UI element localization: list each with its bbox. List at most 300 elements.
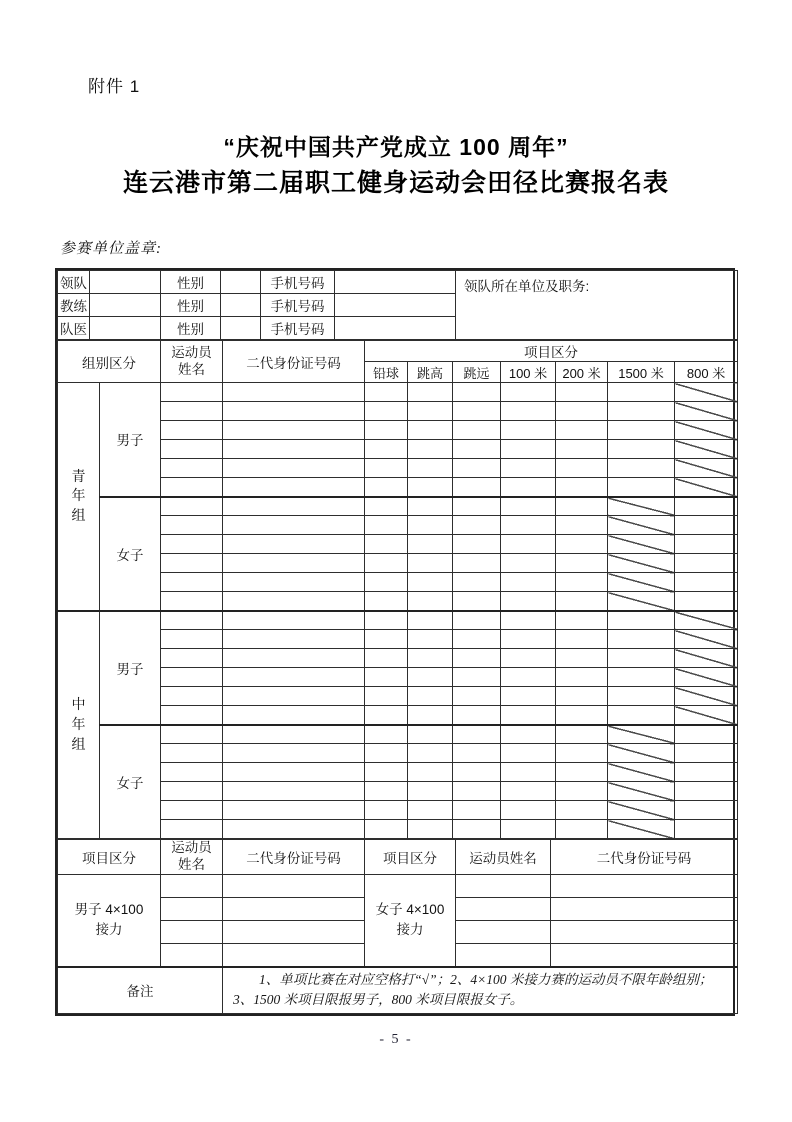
event-mark-cell xyxy=(365,497,408,516)
event-mark-cell xyxy=(408,820,453,839)
event-mark-cell xyxy=(408,535,453,554)
remarks-text-cell xyxy=(223,967,738,1014)
athlete-id-cell xyxy=(223,630,365,649)
event-mark-cell xyxy=(608,459,675,478)
subgroup-label: 男子 xyxy=(100,383,161,497)
attachment-label: 附件 1 xyxy=(88,77,141,96)
athlete-id-cell xyxy=(223,497,365,516)
athlete-name-cell xyxy=(161,801,223,820)
event-mark-cell xyxy=(408,782,453,801)
event-mark-cell xyxy=(675,440,738,459)
event-mark-cell xyxy=(365,763,408,782)
athlete-name-cell xyxy=(161,611,223,630)
event-mark-cell xyxy=(608,782,675,801)
roster-row xyxy=(58,383,738,402)
event-mark-cell xyxy=(675,744,738,763)
phone-value-cell xyxy=(335,294,456,317)
event-mark-cell xyxy=(408,801,453,820)
athlete-name-cell xyxy=(161,630,223,649)
event-mark-cell xyxy=(556,630,608,649)
relay-id-cell xyxy=(223,921,365,944)
gender-label: 性别 xyxy=(161,294,221,317)
athlete-name-cell xyxy=(161,668,223,687)
event-mark-cell xyxy=(556,459,608,478)
event-mark-cell xyxy=(453,497,501,516)
group-label xyxy=(58,611,100,839)
athlete-name-cell xyxy=(161,744,223,763)
athlete-name-cell xyxy=(161,383,223,402)
athlete-name-cell xyxy=(161,478,223,497)
athlete-id-cell xyxy=(223,687,365,706)
event-mark-cell xyxy=(365,535,408,554)
athlete-id-cell xyxy=(223,801,365,820)
relay-event-header-left: 项目区分 xyxy=(58,840,161,875)
event-mark-cell xyxy=(675,763,738,782)
athlete-id-cell xyxy=(223,820,365,839)
event-mark-cell xyxy=(453,801,501,820)
document-title xyxy=(0,130,792,201)
event-mark-cell xyxy=(608,668,675,687)
event-mark-cell xyxy=(556,763,608,782)
event-mark-cell xyxy=(556,611,608,630)
title-line-2: 连云港市第二届职工健身运动会田径比赛报名表 xyxy=(122,168,669,197)
relay-row xyxy=(58,875,738,898)
event-mark-cell xyxy=(608,554,675,573)
event-mark-cell xyxy=(675,706,738,725)
event-mark-cell xyxy=(408,383,453,402)
event-mark-cell xyxy=(608,744,675,763)
athlete-id-cell xyxy=(223,592,365,611)
event-mark-cell xyxy=(501,649,556,668)
event-mark-cell xyxy=(556,706,608,725)
event-mark-cell xyxy=(608,706,675,725)
event-mark-cell xyxy=(608,763,675,782)
event-mark-cell xyxy=(501,516,556,535)
event-mark-cell xyxy=(675,516,738,535)
event-mark-cell xyxy=(408,687,453,706)
role-label: 教练 xyxy=(58,294,90,317)
phone-label: 手机号码 xyxy=(261,294,335,317)
remarks-row xyxy=(58,967,738,1014)
roster-row xyxy=(58,497,738,516)
phone-label: 手机号码 xyxy=(261,317,335,340)
athlete-name-cell xyxy=(161,820,223,839)
remarks-label: 备注 xyxy=(58,967,223,1014)
event-mark-cell xyxy=(365,744,408,763)
role-label: 队医 xyxy=(58,317,90,340)
athlete-id-cell xyxy=(223,554,365,573)
event-mark-cell xyxy=(608,383,675,402)
event-mark-cell xyxy=(365,801,408,820)
athlete-id-cell xyxy=(223,573,365,592)
event-mark-cell xyxy=(365,440,408,459)
staff-row-leader xyxy=(58,271,738,294)
athlete-name-cell xyxy=(161,440,223,459)
event-mark-cell xyxy=(408,744,453,763)
event-mark-cell xyxy=(556,421,608,440)
event-mark-cell xyxy=(608,611,675,630)
event-section-header: 项目区分 xyxy=(365,341,738,362)
event-mark-cell xyxy=(365,668,408,687)
athlete-id-cell xyxy=(223,402,365,421)
gender-value-cell xyxy=(221,294,261,317)
event-mark-cell xyxy=(453,782,501,801)
event-mark-cell xyxy=(556,516,608,535)
group-label xyxy=(58,383,100,611)
event-mark-cell xyxy=(675,592,738,611)
event-mark-cell xyxy=(408,459,453,478)
event-mark-cell xyxy=(408,649,453,668)
subgroup-label: 女子 xyxy=(100,497,161,611)
event-mark-cell xyxy=(453,383,501,402)
title-line-1: “庆祝中国共产党成立 100 周年” xyxy=(223,134,569,160)
athlete-name-cell xyxy=(161,763,223,782)
event-mark-cell xyxy=(675,573,738,592)
event-mark-cell xyxy=(408,516,453,535)
event-mark-cell xyxy=(501,497,556,516)
relay-id-cell xyxy=(551,944,738,967)
remarks-text: 1、单项比赛在对应空格打“√”；2、4×100 米接力赛的运动员不限年龄组别；3、1500 米项目限报男子，800 米项目限报女子。 xyxy=(233,971,713,1008)
relay-event-header-right: 项目区分 xyxy=(365,840,456,875)
event-mark-cell xyxy=(501,440,556,459)
relay-name-header-right: 运动员姓名 xyxy=(456,840,551,875)
event-mark-cell xyxy=(453,611,501,630)
event-mark-cell xyxy=(453,592,501,611)
event-mark-cell xyxy=(365,687,408,706)
athlete-id-cell xyxy=(223,440,365,459)
event-mark-cell xyxy=(365,649,408,668)
event-mark-cell xyxy=(556,782,608,801)
event-mark-cell xyxy=(556,725,608,744)
athlete-name-cell xyxy=(161,497,223,516)
staff-info-body xyxy=(58,271,738,340)
event-mark-cell xyxy=(608,440,675,459)
registration-form xyxy=(55,268,735,1016)
id-number-header: 二代身份证号码 xyxy=(223,341,365,383)
athlete-id-cell xyxy=(223,383,365,402)
event-mark-cell xyxy=(365,611,408,630)
event-mark-cell xyxy=(365,478,408,497)
relay-name-cell xyxy=(456,944,551,967)
event-mark-cell xyxy=(408,440,453,459)
event-mark-cell xyxy=(501,630,556,649)
event-mark-cell xyxy=(501,383,556,402)
event-mark-cell xyxy=(608,725,675,744)
event-mark-cell xyxy=(608,592,675,611)
event-mark-cell xyxy=(675,725,738,744)
event-mark-cell xyxy=(675,630,738,649)
athlete-id-cell xyxy=(223,763,365,782)
event-mark-cell xyxy=(675,668,738,687)
event-header-200m: 200 米 xyxy=(556,362,608,383)
event-mark-cell xyxy=(453,440,501,459)
athlete-name-cell xyxy=(161,706,223,725)
athlete-name-cell xyxy=(161,554,223,573)
group-label-text: 青年组 xyxy=(71,467,86,524)
athlete-id-cell xyxy=(223,782,365,801)
event-header-longjump: 跳远 xyxy=(453,362,501,383)
event-mark-cell xyxy=(608,516,675,535)
event-mark-cell xyxy=(675,611,738,630)
gender-label: 性别 xyxy=(161,271,221,294)
event-mark-cell xyxy=(675,535,738,554)
athlete-name-cell xyxy=(161,782,223,801)
event-mark-cell xyxy=(408,478,453,497)
roster-row xyxy=(58,725,738,744)
event-mark-cell xyxy=(365,592,408,611)
event-mark-cell xyxy=(608,535,675,554)
event-mark-cell xyxy=(556,402,608,421)
event-mark-cell xyxy=(556,497,608,516)
relay-womens-event-label: 女子 4×100 接力 xyxy=(365,875,456,967)
athlete-name-cell xyxy=(161,402,223,421)
athlete-name-header: 运动员姓名 xyxy=(161,341,223,383)
relay-id-cell xyxy=(551,921,738,944)
subgroup-label: 女子 xyxy=(100,725,161,839)
athlete-name-cell xyxy=(161,459,223,478)
relay-id-header-left: 二代身份证号码 xyxy=(223,840,365,875)
event-header-1500m: 1500 米 xyxy=(608,362,675,383)
event-mark-cell xyxy=(556,801,608,820)
relay-name-cell xyxy=(161,898,223,921)
event-mark-cell xyxy=(556,820,608,839)
event-mark-cell xyxy=(408,592,453,611)
event-mark-cell xyxy=(453,573,501,592)
event-mark-cell xyxy=(453,459,501,478)
phone-label: 手机号码 xyxy=(261,271,335,294)
event-mark-cell xyxy=(675,459,738,478)
relay-name-cell xyxy=(456,875,551,898)
event-mark-cell xyxy=(501,801,556,820)
role-name-cell xyxy=(90,271,161,294)
event-mark-cell xyxy=(675,383,738,402)
event-mark-cell xyxy=(453,820,501,839)
event-mark-cell xyxy=(501,668,556,687)
event-mark-cell xyxy=(365,706,408,725)
event-mark-cell xyxy=(608,478,675,497)
event-mark-cell xyxy=(556,668,608,687)
event-mark-cell xyxy=(501,687,556,706)
event-mark-cell xyxy=(408,725,453,744)
athlete-id-cell xyxy=(223,459,365,478)
event-mark-cell xyxy=(408,421,453,440)
event-mark-cell xyxy=(608,573,675,592)
event-mark-cell xyxy=(675,782,738,801)
event-mark-cell xyxy=(501,554,556,573)
event-mark-cell xyxy=(453,478,501,497)
event-mark-cell xyxy=(608,497,675,516)
event-mark-cell xyxy=(408,402,453,421)
relay-name-header-left: 运动员姓名 xyxy=(161,840,223,875)
event-header-shotput: 铅球 xyxy=(365,362,408,383)
athlete-name-cell xyxy=(161,573,223,592)
event-mark-cell xyxy=(365,573,408,592)
relay-id-cell xyxy=(223,875,365,898)
event-mark-cell xyxy=(501,478,556,497)
athlete-id-cell xyxy=(223,649,365,668)
athlete-id-cell xyxy=(223,535,365,554)
event-mark-cell xyxy=(675,478,738,497)
relay-header-row xyxy=(58,840,738,875)
athlete-name-cell xyxy=(161,725,223,744)
event-mark-cell xyxy=(453,744,501,763)
event-mark-cell xyxy=(608,649,675,668)
athlete-id-cell xyxy=(223,668,365,687)
event-mark-cell xyxy=(453,649,501,668)
relay-id-cell xyxy=(223,944,365,967)
event-mark-cell xyxy=(365,630,408,649)
event-mark-cell xyxy=(675,687,738,706)
event-mark-cell xyxy=(556,592,608,611)
event-mark-cell xyxy=(556,687,608,706)
relay-name-cell xyxy=(456,898,551,921)
event-mark-cell xyxy=(365,725,408,744)
event-mark-cell xyxy=(365,782,408,801)
event-mark-cell xyxy=(453,706,501,725)
event-mark-cell xyxy=(501,421,556,440)
event-mark-cell xyxy=(556,649,608,668)
event-mark-cell xyxy=(501,744,556,763)
event-mark-cell xyxy=(408,630,453,649)
athlete-id-cell xyxy=(223,706,365,725)
event-mark-cell xyxy=(408,611,453,630)
event-mark-cell xyxy=(501,820,556,839)
event-mark-cell xyxy=(501,459,556,478)
gender-label: 性别 xyxy=(161,317,221,340)
event-mark-cell xyxy=(365,516,408,535)
athlete-name-cell xyxy=(161,421,223,440)
subgroup-label: 男子 xyxy=(100,611,161,725)
relay-id-header-right: 二代身份证号码 xyxy=(551,840,738,875)
event-mark-cell xyxy=(365,402,408,421)
athlete-name-cell xyxy=(161,687,223,706)
roster-table xyxy=(57,340,738,839)
role-label: 领队 xyxy=(58,271,90,294)
event-mark-cell xyxy=(608,402,675,421)
athlete-id-cell xyxy=(223,725,365,744)
event-mark-cell xyxy=(408,706,453,725)
athlete-id-cell xyxy=(223,421,365,440)
athlete-id-cell xyxy=(223,744,365,763)
relay-name-cell xyxy=(161,921,223,944)
gender-value-cell xyxy=(221,317,261,340)
event-mark-cell xyxy=(365,383,408,402)
athlete-name-cell xyxy=(161,592,223,611)
event-mark-cell xyxy=(501,725,556,744)
event-mark-cell xyxy=(408,668,453,687)
event-mark-cell xyxy=(608,421,675,440)
leader-unit-cell: 领队所在单位及职务: xyxy=(456,271,738,340)
event-mark-cell xyxy=(453,421,501,440)
athlete-name-cell xyxy=(161,649,223,668)
role-name-cell xyxy=(90,294,161,317)
event-mark-cell xyxy=(675,649,738,668)
athlete-name-cell xyxy=(161,516,223,535)
relay-id-cell xyxy=(223,898,365,921)
relay-name-cell xyxy=(161,944,223,967)
event-mark-cell xyxy=(675,820,738,839)
event-mark-cell xyxy=(365,421,408,440)
event-mark-cell xyxy=(365,554,408,573)
relay-table xyxy=(57,839,738,1014)
event-mark-cell xyxy=(556,383,608,402)
athlete-id-cell xyxy=(223,611,365,630)
staff-info-table xyxy=(57,270,738,340)
group-label-text: 中年组 xyxy=(71,696,86,752)
event-mark-cell xyxy=(453,668,501,687)
roster-body xyxy=(58,383,738,839)
gender-value-cell xyxy=(221,271,261,294)
phone-value-cell xyxy=(335,271,456,294)
relay-name-cell xyxy=(456,921,551,944)
event-mark-cell xyxy=(365,459,408,478)
event-mark-cell xyxy=(675,402,738,421)
group-header: 组别区分 xyxy=(58,341,161,383)
event-mark-cell xyxy=(501,573,556,592)
event-mark-cell xyxy=(453,516,501,535)
event-mark-cell xyxy=(501,763,556,782)
event-mark-cell xyxy=(556,744,608,763)
event-mark-cell xyxy=(608,630,675,649)
athlete-name-cell xyxy=(161,535,223,554)
phone-value-cell xyxy=(335,317,456,340)
event-mark-cell xyxy=(408,763,453,782)
seal-label: 参赛单位盖章: xyxy=(60,241,162,257)
event-mark-cell xyxy=(501,592,556,611)
event-mark-cell xyxy=(501,706,556,725)
page-number: - 5 - xyxy=(379,1032,413,1047)
event-mark-cell xyxy=(408,497,453,516)
event-mark-cell xyxy=(453,535,501,554)
event-mark-cell xyxy=(501,611,556,630)
event-header-highjump: 跳高 xyxy=(408,362,453,383)
relay-id-cell xyxy=(551,875,738,898)
event-mark-cell xyxy=(365,820,408,839)
event-mark-cell xyxy=(608,801,675,820)
event-mark-cell xyxy=(453,687,501,706)
event-mark-cell xyxy=(453,763,501,782)
event-mark-cell xyxy=(608,687,675,706)
event-mark-cell xyxy=(556,535,608,554)
relay-name-cell xyxy=(161,875,223,898)
roster-header-row-1 xyxy=(58,341,738,362)
event-mark-cell xyxy=(501,402,556,421)
relay-mens-event-label: 男子 4×100 接力 xyxy=(58,875,161,967)
event-mark-cell xyxy=(408,554,453,573)
roster-row xyxy=(58,611,738,630)
event-mark-cell xyxy=(453,725,501,744)
event-mark-cell xyxy=(675,421,738,440)
event-mark-cell xyxy=(453,630,501,649)
event-header-100m: 100 米 xyxy=(501,362,556,383)
event-mark-cell xyxy=(675,801,738,820)
event-mark-cell xyxy=(675,497,738,516)
athlete-id-cell xyxy=(223,478,365,497)
event-header-800m: 800 米 xyxy=(675,362,738,383)
event-mark-cell xyxy=(556,554,608,573)
event-mark-cell xyxy=(556,478,608,497)
role-name-cell xyxy=(90,317,161,340)
event-mark-cell xyxy=(556,440,608,459)
event-mark-cell xyxy=(556,573,608,592)
athlete-id-cell xyxy=(223,516,365,535)
event-mark-cell xyxy=(675,554,738,573)
event-mark-cell xyxy=(453,554,501,573)
event-mark-cell xyxy=(501,535,556,554)
event-mark-cell xyxy=(501,782,556,801)
event-mark-cell xyxy=(453,402,501,421)
relay-id-cell xyxy=(551,898,738,921)
